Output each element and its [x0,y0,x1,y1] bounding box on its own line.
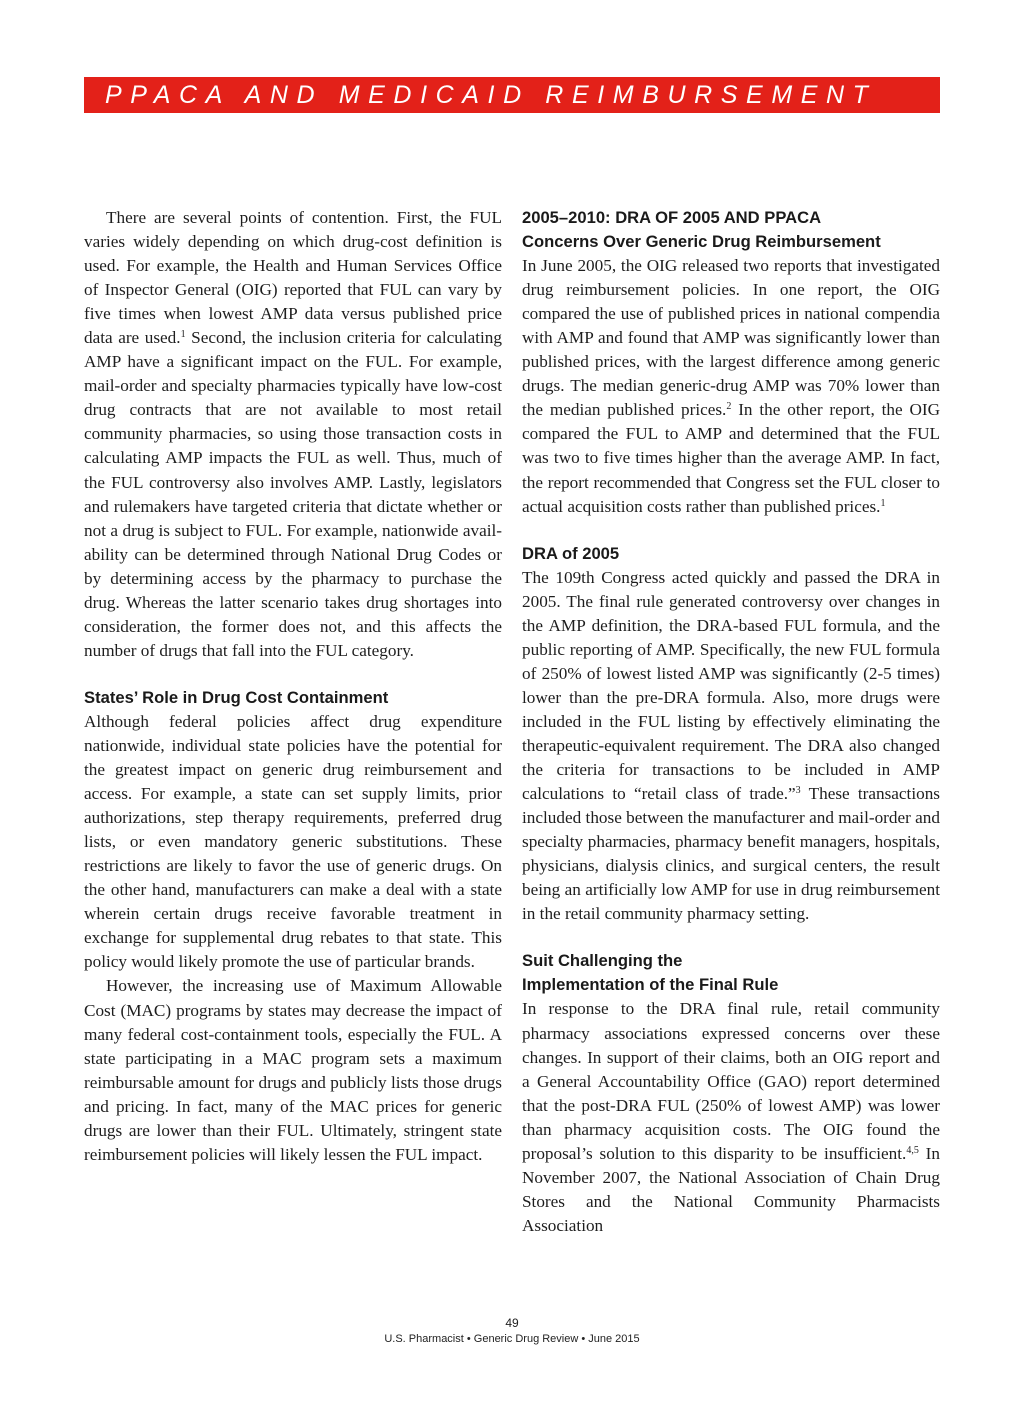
paragraph-contention: There are several points of contention. First, the FUL varies widely depending on which drug-cost definition is used. For example, the Health and Human Services Office of Inspector General (OIG) reported that FUL can vary by five times when lowest AMP data versus published price data are used.$^1$ Second, the inclusion criteria for calculating AMP have a significant impact on the FUL. For example, mail-order and specialty pharmacies typically have low-cost drug contracts that are not available to most retail community pharmacies, so using those transaction costs in calculating AMP impacts the FUL as well. Thus, much of the FUL controversy also involves AMP. Lastly, legislators and rulemakers have targeted criteria that dictate whether or not a drug is subject to FUL. For example, nationwide availability can be determined through National Drug Codes or by determining access by the pharmacy to purchase the drug. Whereas the latter scenario takes drug shortages into consideration, the former does not, and this affects the number of drugs that fall into the FUL category. [84,208,502,660]
citation: 1 [880,497,886,509]
citation: 2 [726,401,732,413]
right-column [522,206,940,1238]
citation: 1 [180,329,186,341]
citation: 3 [795,785,801,797]
heading-dra-2005: DRA of 2005 [522,543,620,563]
heading-suit-challenging: Suit Challenging the [522,951,683,971]
section-banner: PPACA AND MEDICAID REIMBURSEMENT [84,77,940,113]
paragraph-oig-reports: In June 2005, the OIG released two reports that investigated drug reimbursement policies. In one report, the OIG compared the use of published prices in national compendia with AMP and found that AMP was significantly lower than published prices, with the largest difference among generic drugs. The median generic-drug AMP was 70% lower than the median published prices.$^2$ In the other report, the OIG compared the FUL to AMP and determined that the FUL was two to five times higher than the average AMP. In fact, the report recommended that Congress set the FUL closer to actual acquisition costs rather than published prices.$^1$ [522,256,941,516]
publication-line: U.S. Pharmacist • Generic Drug Review • June 2015 [384,1333,640,1345]
heading-dra-ppaca: 2005–2010: DRA OF 2005 AND PPACA [522,208,822,227]
paragraph-state-policies: Although federal policies affect drug expenditure nationwide, individual state policies have the potential for the greatest impact on generic drug reimbursement and access. For example, a state can set supply limits, prior authorizations, step therapy requirements, preferred drug lists, or even mandatory generic substitutions. These restrictions are likely to favor the use of generic drugs. On the other hand, manufacturers can make a deal with a state wherein certain drugs receive favorable treatment in exchange for supplemental drug rebates to that state. This policy would likely promote the use of particular brands. [84,711,502,972]
paragraph-suit: In response to the DRA final rule, retail community pharmacy associations expressed concerns over these changes. In support of their claims, both an OIG report and a General Accountability Office (GAO) report determined that the post-DRA FUL (250% of lowest AMP) was lower than pharmacy acquisition costs. The OIG found the proposal’s solution to this disparity to be insufficient.$^{4,5}$ In November 2007, the National Association of Chain Drug Stores and the National Community Pharmacists Association [522,999,940,1235]
paragraph-dra-congress: The 109th Congress acted quickly and passed the DRA in 2005. The final rule generated controversy over changes in the AMP definition, the DRA-based FUL formula, and the public reporting of AMP. Specifically, the new FUL formula of 250% of lowest listed AMP was significantly (2-5 times) lower than the pre-DRA formula. Also, more drugs were included in the FUL listing by effectively eliminating the therapeutic-equivalent requirement. The DRA also changed the criteria for transactions to be included in AMP calculations to “retail class of trade.”$^3$ These transactions included those between the manufacturer and mail-order and specialty pharmacies, pharmacy benefit managers, hospitals, physicians, dialysis clinics, and surgical centers, the result being an artificially low AMP for use in drug reimbursement in the retail community pharmacy setting. [522,567,940,924]
page-number: 49 [505,1316,519,1330]
citation: 4,5 [906,1144,919,1156]
left-column [84,206,502,1167]
paragraph-mac-programs: However, the increasing use of Maximum Allowable Cost (MAC) programs by states may decrease the impact of many federal cost-containment tools, especially the FUL. A state participating in a MAC program sets a maximum reimbursable amount for drugs and publicly lists those drugs and pricing. In fact, many of the MAC prices for generic drugs are lower than their FUL. Ultimately, stringent state reimbursement policies will likely lessen the FUL impact. [84,976,502,1164]
heading-final-rule: Implementation of the Final Rule [522,975,779,995]
heading-states-role: States’ Role in Drug Cost Containment [84,687,389,707]
heading-generic-concerns: Concerns Over Generic Drug Reimbursement [522,232,881,252]
